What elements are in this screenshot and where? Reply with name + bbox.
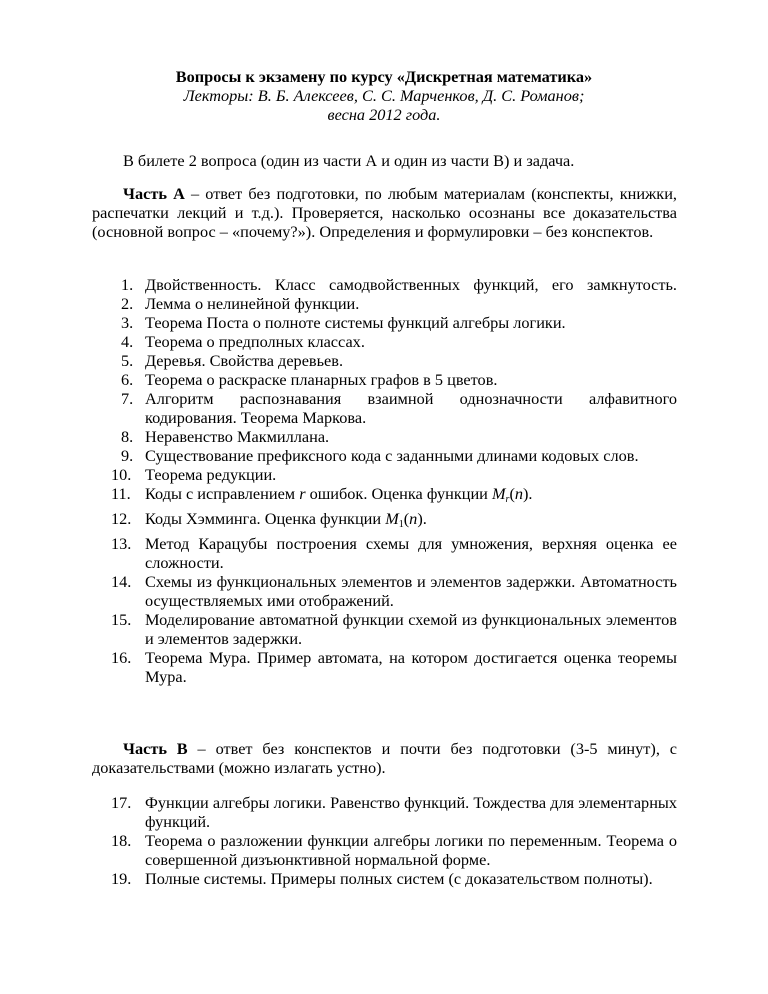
list-item: 5. Деревья. Свойства деревьев.	[121, 351, 344, 370]
date-line: весна 2012 года.	[327, 105, 441, 124]
list-item: 11. Коды с исправлением r ошибок. Оценка функции Mr(n).	[111, 484, 533, 505]
list-item: 8. Неравенство Макмиллана.	[121, 427, 330, 446]
list-item: 19. Полные системы. Примеры полных систем (с доказательством полноты).	[111, 869, 653, 888]
list-item: 2. Лемма о нелинейной функции.	[121, 294, 360, 313]
lecturers-line: Лекторы: В. Б. Алексеев, С. С. Марченков, Д. С. Романов;	[183, 86, 585, 105]
part-a-text: – ответ без подготовки, по любым материалам (конспекты, книжки, распечатки лекций и т.д.). Проверяется, насколько осознаны все доказательства (основной вопрос – «почему?»). Определения и формулировки – без конспектов.	[92, 184, 677, 241]
list-item: 17. Функции алгебры логики. Равенство функций. Тождества для элементарных функций.	[111, 793, 677, 831]
list-item: 10. Теорема редукции.	[111, 465, 277, 484]
document-title: Вопросы к экзамену по курсу «Дискретная математика»	[175, 67, 593, 86]
list-item: 9. Существование префиксного кода с заданными длинами кодовых слов.	[121, 446, 639, 465]
intro-paragraph: В билете 2 вопроса (один из части А и один из части В) и задача.	[123, 151, 575, 170]
list-item: 6. Теорема о раскраске планарных графов в 5 цветов.	[121, 370, 498, 389]
list-item: 3. Теорема Поста о полноте системы функций алгебры логики.	[121, 313, 566, 332]
list-item: 16. Теорема Мура. Пример автомата, на котором достигается оценка теоремы Мура.	[111, 648, 677, 686]
part-a-label: Часть А	[123, 184, 185, 203]
list-item: 7. Алгоритм распознавания взаимной однозначности алфавитного кодирования. Теорема Маркова.	[121, 389, 677, 427]
math-formula: M1(n)	[385, 509, 423, 530]
list-item: 14. Схемы из функциональных элементов и элементов задержки. Автоматность осуществляемых ими отображений.	[111, 572, 677, 610]
date-text: весна 2012 года	[327, 105, 437, 124]
list-item: 1. Двойственность. Класс самодвойственных функций, его замкнутость.	[121, 275, 677, 294]
part-a-paragraph	[92, 184, 677, 241]
list-item: 13. Метод Карацубы построения схемы для умножения, верхняя оценка ее сложности.	[111, 534, 677, 572]
part-b-text: – ответ без конспектов и почти без подготовки (3-5 минут), с доказательствами (можно излагать устно).	[92, 739, 677, 777]
math-formula: Mr(n)	[491, 484, 529, 505]
list-item: 18. Теорема о разложении функции алгебры логики по переменным. Теорема о совершенной дизъюнктивной нормальной форме.	[111, 831, 677, 869]
list-item: 12. Коды Хэмминга. Оценка функции M1(n).	[111, 509, 427, 530]
part-b-label: Часть В	[123, 739, 188, 758]
part-b-paragraph	[92, 739, 677, 777]
part-b-question-list	[92, 793, 677, 888]
list-item: 4. Теорема о предполных классах.	[121, 332, 365, 351]
part-a-question-list	[92, 275, 677, 686]
document-header	[0, 67, 768, 124]
list-item: 15. Моделирование автоматной функции схемой из функциональных элементов и элементов задержки.	[111, 610, 677, 648]
